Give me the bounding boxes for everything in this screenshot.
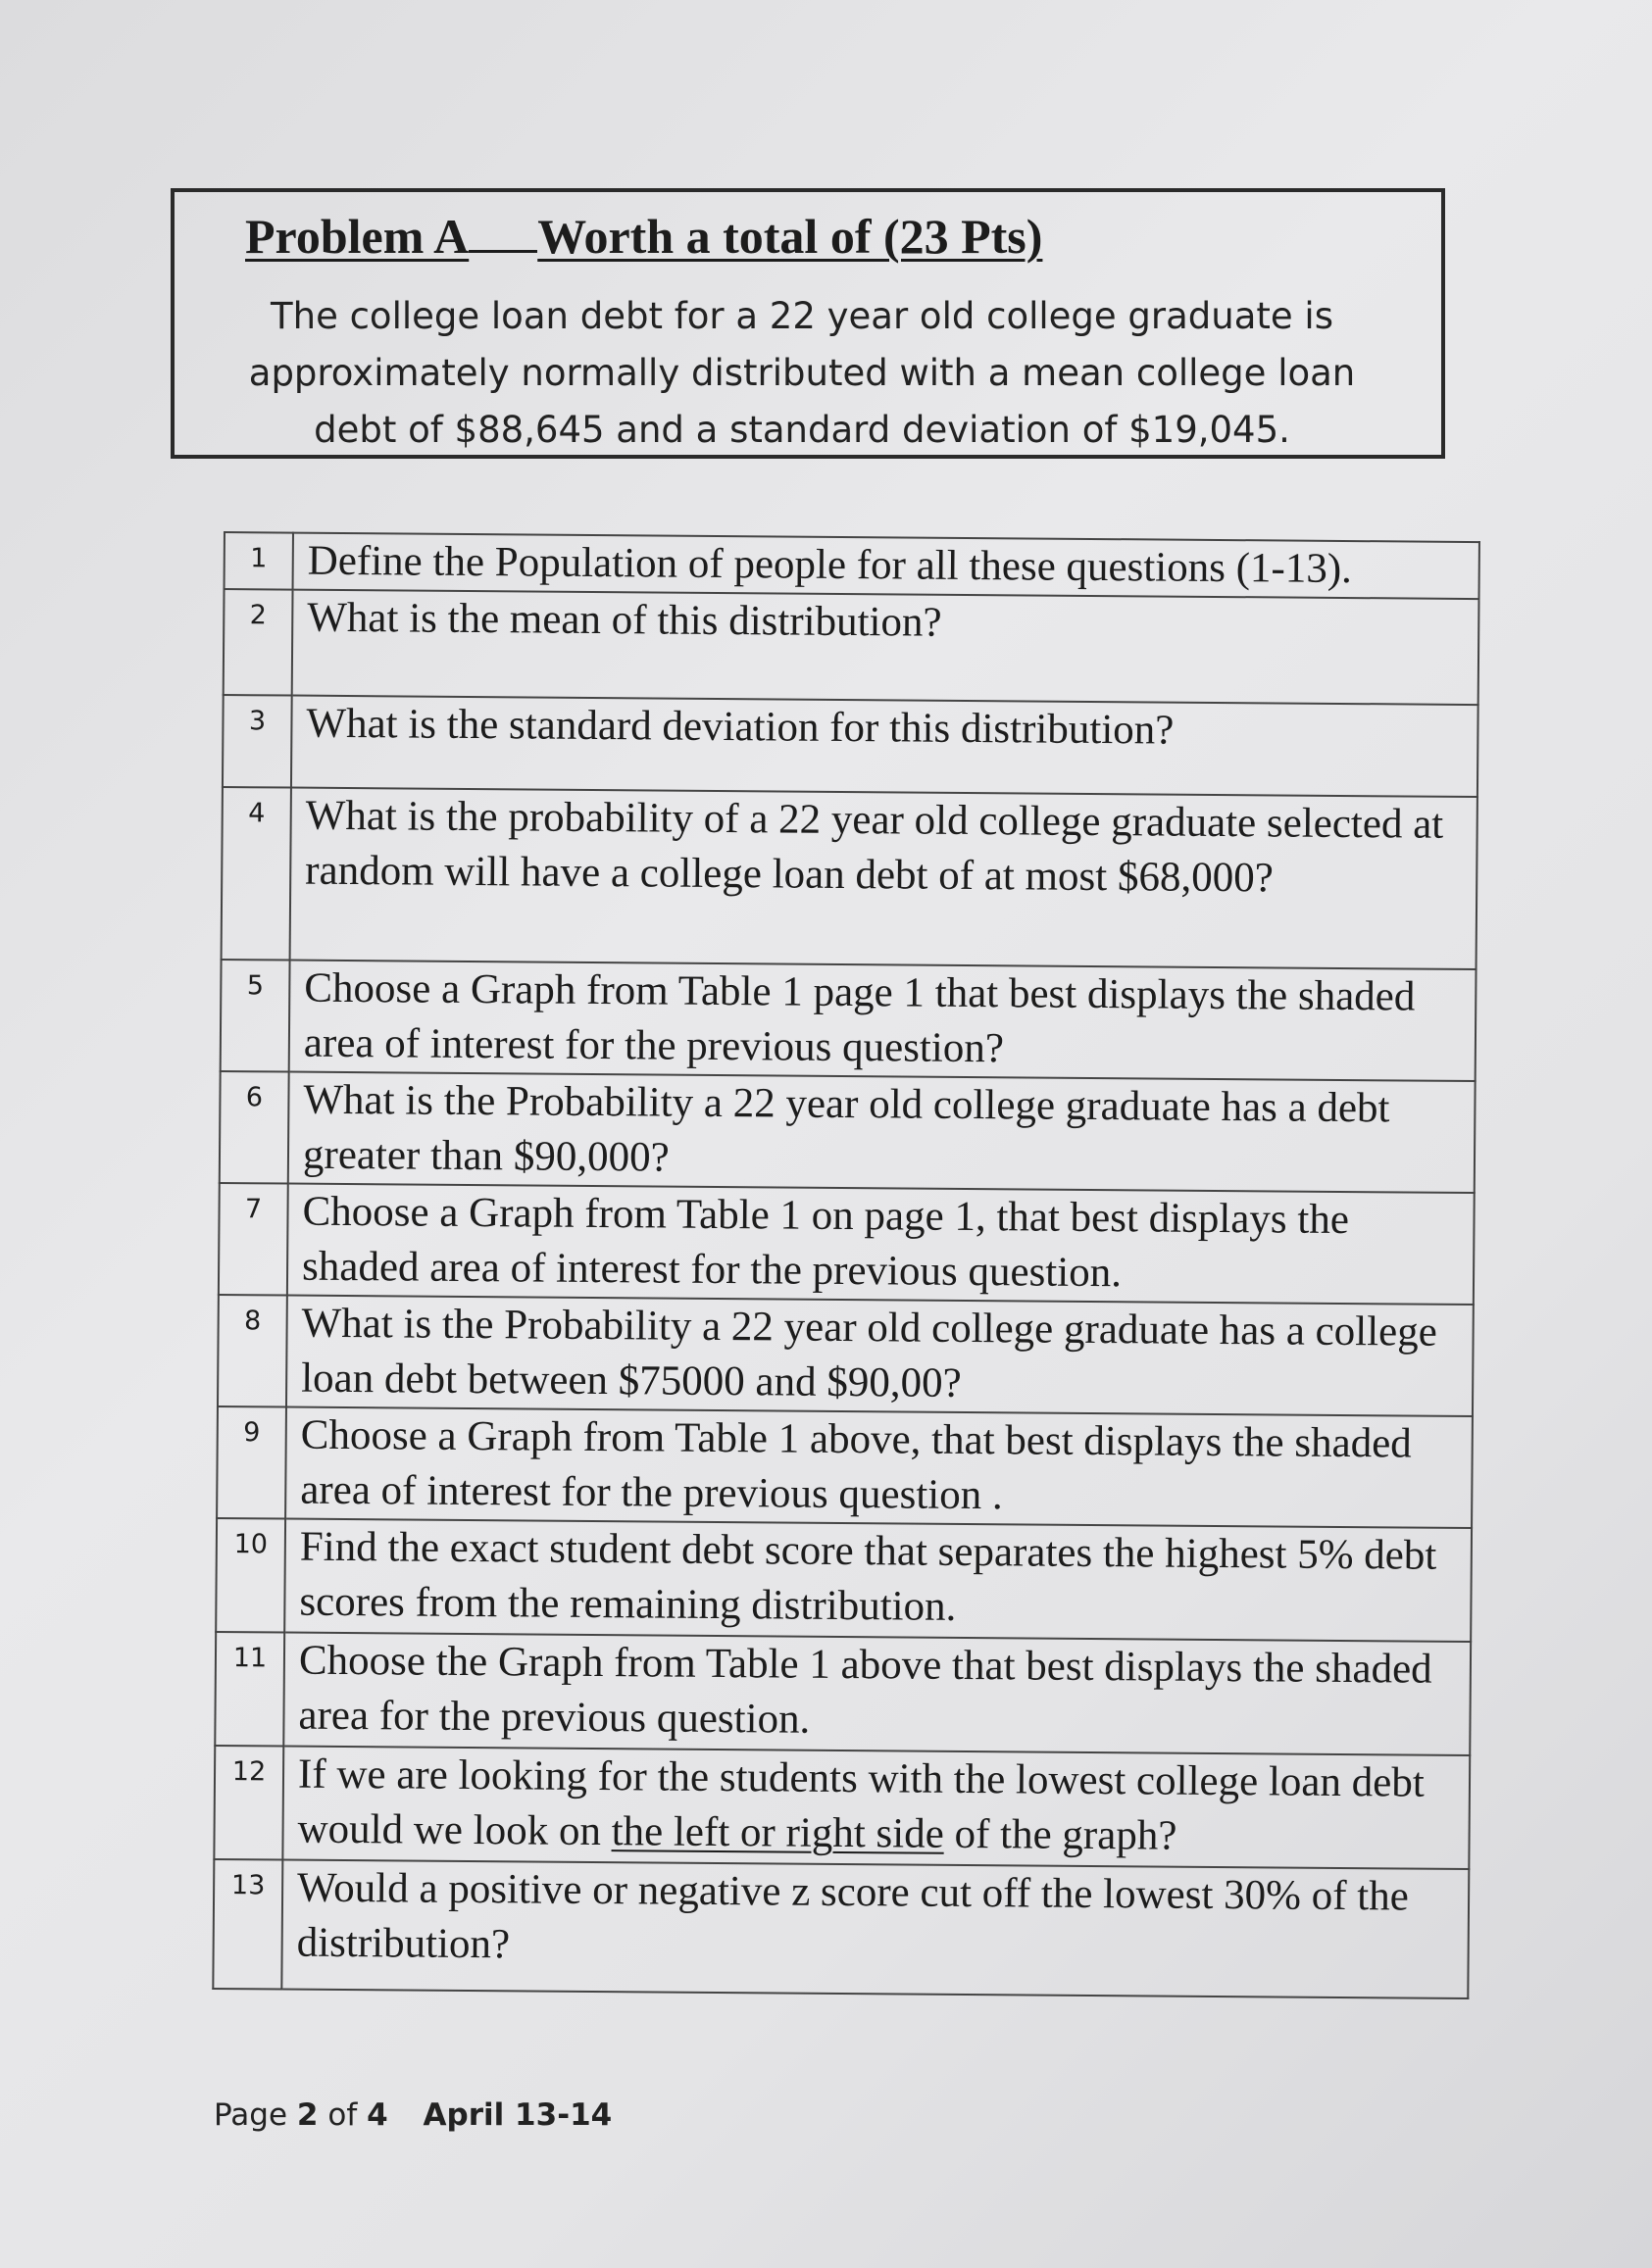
question-text: Choose a Graph from Table 1 page 1 that best displays the shaded area of interest for the previous question?	[289, 961, 1477, 1081]
problem-points: Worth a total of (23 Pts)	[537, 209, 1043, 264]
question-number: 1	[225, 532, 293, 590]
question-text-part: If we are looking for the students with the lowest college loan debt would we look on	[297, 1750, 1425, 1855]
questions-table	[212, 531, 1480, 1999]
question-text: What is the Probability a 22 year old college graduate has a debt greater than $90,000?	[288, 1072, 1476, 1193]
page-total: 4	[367, 2097, 388, 2133]
question-number: 10	[216, 1518, 285, 1633]
table-row	[220, 1071, 1476, 1193]
question-text: What is the mean of this distribution?	[292, 590, 1479, 705]
question-number: 7	[219, 1183, 288, 1296]
question-number: 11	[215, 1632, 284, 1747]
page-of: of	[327, 2097, 358, 2133]
table-row	[217, 1406, 1473, 1528]
question-number: 13	[213, 1859, 282, 1990]
question-text: Choose a Graph from Table 1 on page 1, that best displays the shaded area of interest for the previous question.	[287, 1184, 1475, 1305]
description-line: debt of $88,645 and a standard deviation of $19,045.	[314, 409, 1290, 451]
table-row	[213, 1859, 1469, 1998]
question-number: 3	[223, 695, 292, 788]
question-number: 5	[221, 960, 290, 1072]
question-text-part: of the graph?	[943, 1810, 1177, 1859]
question-number: 9	[217, 1406, 286, 1519]
table-row	[218, 1295, 1474, 1416]
table-row	[214, 1746, 1470, 1869]
footer-date: April 13-14	[423, 2097, 613, 2133]
page-current: 2	[296, 2097, 319, 2133]
table-row	[223, 695, 1478, 797]
question-text: What is the probability of a 22 year old college graduate selected at random will have a college loan debt of at most $68,000?	[290, 788, 1477, 969]
page-footer	[214, 2097, 612, 2133]
underlined-phrase: the left or right side	[611, 1808, 945, 1857]
table-row	[222, 787, 1477, 969]
problem-title	[245, 206, 1398, 267]
question-text	[282, 1747, 1470, 1869]
table-row	[219, 1183, 1475, 1305]
table-row	[225, 532, 1479, 599]
page-label: Page	[214, 2097, 288, 2133]
question-number: 12	[214, 1746, 283, 1860]
title-gap	[469, 249, 537, 253]
table-row	[221, 960, 1477, 1081]
problem-description	[206, 288, 1398, 459]
question-number: 4	[222, 787, 291, 961]
question-text: What is the standard deviation for this distribution?	[291, 696, 1478, 798]
question-text: Find the exact student debt score that separates the highest 5% debt scores from the remaining distribution.	[284, 1519, 1472, 1642]
problem-box	[171, 188, 1445, 459]
question-text: Choose a Graph from Table 1 above, that best displays the shaded area of interest for the previous question .	[285, 1407, 1473, 1528]
question-text: Define the Population of people for all these questions (1-13).	[293, 533, 1479, 600]
question-text: What is the Probability a 22 year old college graduate has a college loan debt between $75000 and $90,00?	[286, 1296, 1474, 1416]
question-number: 2	[224, 589, 293, 696]
description-line: approximately normally distributed with a mean college loan	[248, 352, 1356, 394]
description-line: The college loan debt for a 22 year old college graduate is	[271, 295, 1333, 337]
question-text: Would a positive or negative z score cut off the lowest 30% of the distribution?	[281, 1860, 1469, 1998]
table-row	[215, 1632, 1471, 1755]
table-row	[224, 589, 1479, 705]
problem-label: Problem A	[245, 209, 470, 264]
question-number: 8	[218, 1295, 287, 1407]
question-text: Choose the Graph from Table 1 above that best displays the shaded area for the previous question.	[283, 1633, 1471, 1755]
table-row	[216, 1518, 1472, 1642]
question-number: 6	[220, 1071, 289, 1184]
